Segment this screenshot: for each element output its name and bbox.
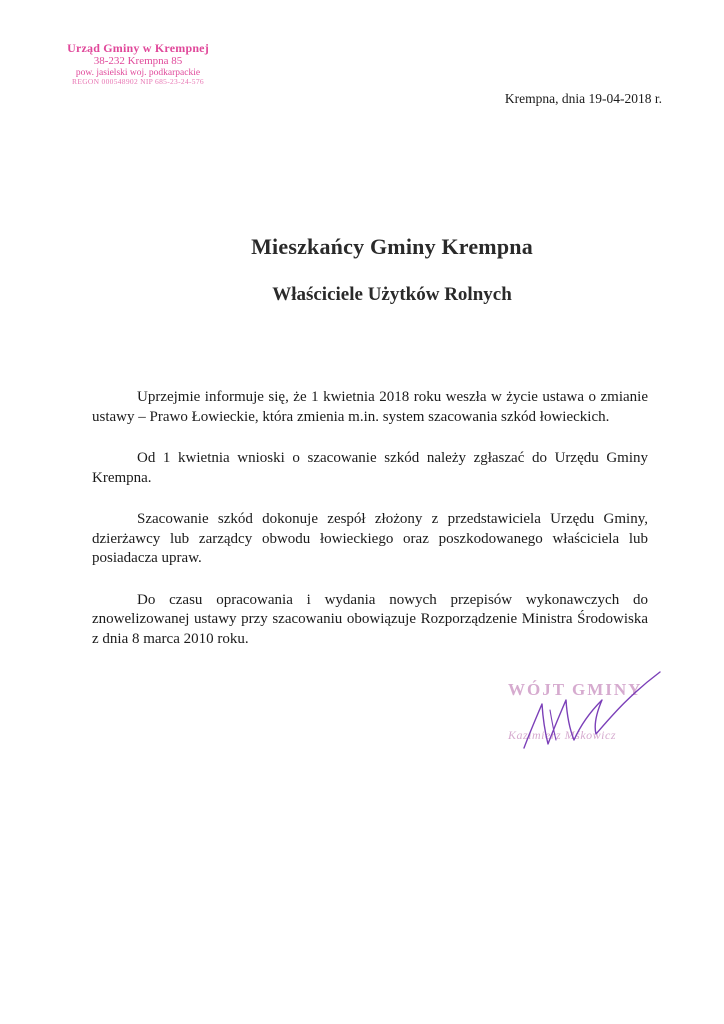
stamp-region: pow. jasielski woj. podkarpackie: [75, 67, 201, 78]
stamp-address: 38-232 Krempna 85: [93, 55, 183, 68]
paragraph: Do czasu opracowania i wydania nowych przepisów wykonawczych do znowelizowanej ustawy przy szacowaniu obowiązuje Rozporządzenie Ministra Środowiska z dnia 8 marca 2010 roku.: [92, 591, 648, 647]
signature-block: [490, 670, 660, 760]
stamp-office-name: Urząd Gminy w Krempnej: [67, 41, 209, 55]
letter-body: [92, 388, 648, 671]
handwritten-signature: [510, 670, 670, 755]
paragraph: Uprzejmie informuje się, że 1 kwietnia 2018 roku weszła w życie ustawa o zmianie ustawy – Prawo Łowieckie, która zmienia m.in. system szacowania szkód łowieckich.: [92, 389, 648, 425]
sub-title: Właściciele Użytków Rolnych: [272, 284, 512, 305]
paragraph: Szacowanie szkód dokonuje zespół złożony z przedstawiciela Urzędu Gminy, dzierżawcy lub zarządcy obwodu łowieckiego oraz poszkodowanego właściciela lub posiadacza upraw.: [92, 511, 648, 566]
signature-stamp-title: WÓJT GMINY: [508, 680, 643, 699]
stamp-ids: REGON 000548902 NIP 685-23-24-576: [72, 77, 204, 87]
paragraph: Od 1 kwietnia wnioski o szacowanie szkód należy zgłaszać do Urzędu Gminy Krempna.: [92, 450, 648, 486]
document-date: Krempna, dnia 19-04-2018 r.: [504, 91, 662, 106]
main-title: Mieszkańcy Gminy Krempna: [251, 234, 533, 259]
signature-stamp-name: Kazimierz Mśkowicz: [508, 728, 616, 742]
office-stamp: [38, 42, 238, 87]
